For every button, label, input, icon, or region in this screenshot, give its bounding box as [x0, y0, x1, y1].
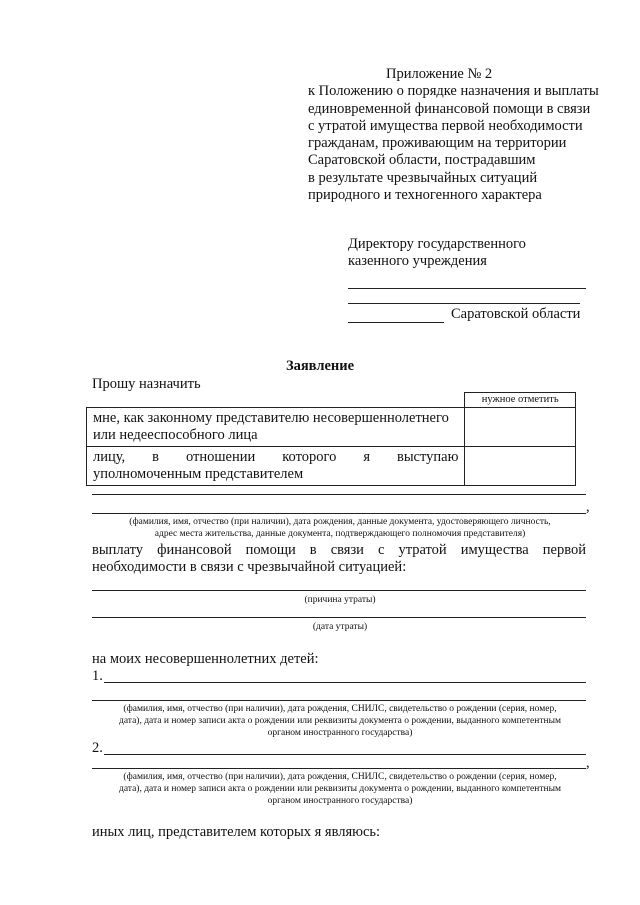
comma: , [586, 755, 590, 771]
child-hint: органом иностранного государства) [267, 796, 413, 806]
addressee-line: казенного учреждения [348, 253, 487, 269]
statement-title: Заявление [285, 358, 355, 374]
appendix-line: к Положению о порядке назначения и выплаты [308, 83, 599, 100]
child-hint: дата), дата и номер записи акта о рождении или реквизиты документа о рождении, выданного компетентным [119, 784, 561, 794]
addressee-region: Саратовской области [451, 306, 581, 322]
appendix-title: Приложение № 2 [386, 66, 493, 82]
addressee-blank[interactable] [348, 322, 444, 323]
option-text [93, 449, 458, 466]
loss-date-blank[interactable] [92, 617, 586, 618]
child-hint: дата), дата и номер записи акта о рождении или реквизиты документа о рождении, выданного компетентным [119, 716, 561, 726]
word: помощи [245, 542, 296, 558]
child-blank[interactable] [92, 700, 586, 701]
child-hint: (фамилия, имя, отчество (при наличии), дата рождения, СНИЛС, свидетельство о рождении (серия, номер, [123, 704, 557, 714]
child-hint: органом иностранного государства) [267, 728, 413, 738]
word: имущества [460, 542, 529, 558]
loss-reason-hint: (причина утраты) [304, 595, 376, 605]
child-blank[interactable] [104, 754, 586, 755]
child-number: 1. [92, 668, 103, 684]
option-text: или недееспособного лица [93, 427, 258, 443]
loss-date-hint: (дата утраты) [312, 622, 368, 632]
child-blank[interactable] [104, 682, 586, 683]
payment-text [92, 542, 586, 559]
options-table [86, 392, 576, 486]
option-row [87, 408, 465, 447]
word: выплату [92, 542, 144, 558]
loss-reason-blank[interactable] [92, 590, 586, 591]
appendix-header [308, 66, 628, 204]
request-label: Прошу назначить [92, 376, 201, 392]
option-row [87, 447, 465, 486]
word: в [152, 449, 160, 465]
option-checkbox[interactable] [465, 447, 576, 486]
word: связи [330, 542, 364, 558]
word: которого [282, 449, 337, 465]
word: отношении [185, 449, 256, 465]
table-header: нужное отметить [465, 393, 576, 408]
appendix-line: природного и техногенного характера [308, 187, 542, 204]
comma: , [586, 499, 590, 515]
option-checkbox[interactable] [465, 408, 576, 447]
word: лицу, [93, 449, 126, 465]
appendix-line: гражданам, проживающим на территории [308, 135, 567, 152]
applicant-blank[interactable] [92, 494, 586, 495]
child-number: 2. [92, 740, 103, 756]
appendix-line: Саратовской области, пострадавшим [308, 152, 536, 169]
child-hint: (фамилия, имя, отчество (при наличии), дата рождения, СНИЛС, свидетельство о рождении (серия, номер, [123, 772, 557, 782]
appendix-line: с утратой имущества первой необходимости [308, 117, 583, 134]
applicant-blank[interactable] [92, 513, 586, 514]
children-label: на моих несовершеннолетних детей: [92, 651, 319, 667]
payment-text: необходимости в связи с чрезвычайной ситуацией: [92, 559, 407, 575]
option-text: уполномоченным представителем [93, 466, 304, 482]
word: первой [542, 542, 586, 558]
addressee-blank[interactable] [348, 288, 586, 289]
word: я [363, 449, 370, 465]
word: выступаю [396, 449, 459, 465]
applicant-hint: адрес места жительства, данные документа, подтверждающего полномочия представителя) [154, 529, 526, 539]
word: финансовой [157, 542, 232, 558]
word: с [377, 542, 385, 558]
appendix-line: в результате чрезвычайных ситуаций [308, 169, 538, 186]
addressee-line: Директору государственного [348, 236, 526, 252]
applicant-hint: (фамилия, имя, отчество (при наличии), дата рождения, данные документа, удостоверяющего личность, [129, 517, 551, 527]
word: в [309, 542, 317, 558]
addressee-blank[interactable] [348, 303, 580, 304]
table-corner [87, 393, 465, 408]
word: утратой [398, 542, 447, 558]
addressee-block [348, 236, 598, 270]
others-label: иных лиц, представителем которых я являюсь: [92, 824, 381, 840]
child-blank[interactable] [92, 768, 586, 769]
appendix-line: единовременной финансовой помощи в связи [308, 100, 591, 117]
option-text: мне, как законному представителю несовершеннолетнего [93, 410, 449, 426]
